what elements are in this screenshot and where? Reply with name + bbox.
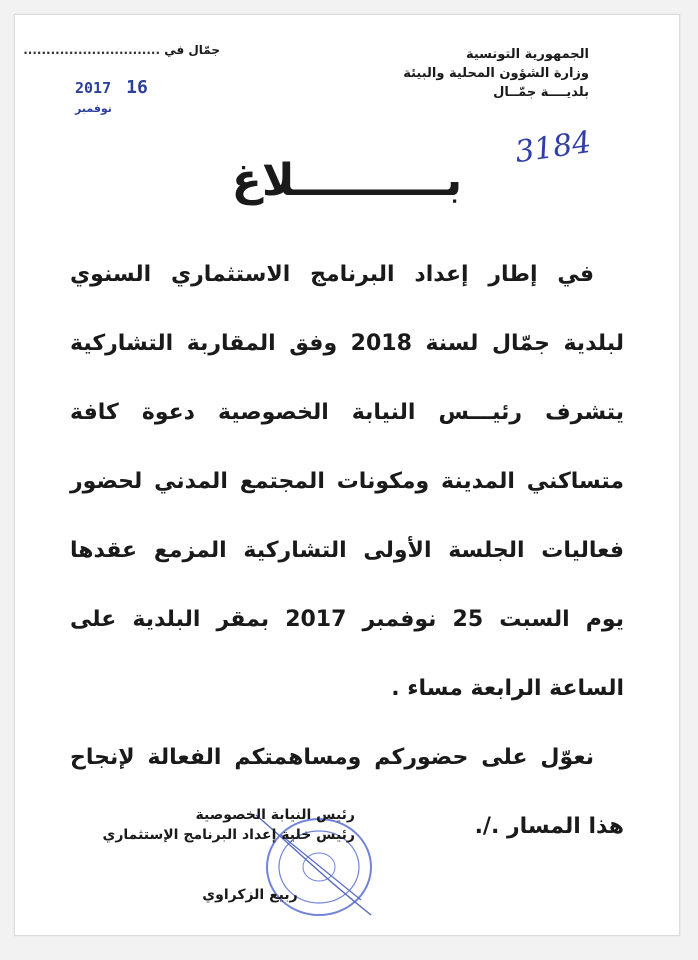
signatory-name: ربيع الزكراوي [202,887,298,903]
municipality-name: بلديــــة جمّــال [493,85,589,100]
document-body [70,240,624,861]
document-title: بــــــــــلاغ [231,155,463,206]
date-month: نوفمبر [75,102,112,115]
body-paragraph-1: في إطار إعداد البرنامج الاستثماري السنوي لبلدية جمّال لسنة 2018 وفق المقاربة التشاركية يتشرف رئيـــس النيابة الخصوصية دعوة كافة متساكني المدينة ومكونات المجتمع المدني لحضور فعاليات الجلسة الأولى التشاركية المزمع عقدها يوم السبت 25 نوفمبر 2017 بمقر البلدية على الساعة الرابعة مساء . [70,262,624,701]
country-name: الجمهورية التونسية [465,47,589,62]
place-dots: .............................. [23,43,161,57]
document-page [14,14,680,936]
letterhead [369,45,589,102]
place-label: جمّال في [164,43,220,57]
date-day: 16 [126,77,148,98]
date-year: 2017 [75,79,112,97]
body-paragraph-2: نعوّل على حضوركم ومساهمتكم الفعالة لإنجاح هذا المسار ./. [70,745,624,839]
signature-title-1: رئيس النيابة الخصوصية [195,807,355,823]
signature-title-2: رئيس خلية إعداد البرنامج الإستثماري [102,827,355,843]
signature-block [85,805,355,905]
place-date-line [23,43,220,57]
registration-number: 3184 [512,124,594,171]
date-stamp [75,77,195,116]
ministry-name: وزارة الشؤون المحلية والبيئة [403,66,589,81]
